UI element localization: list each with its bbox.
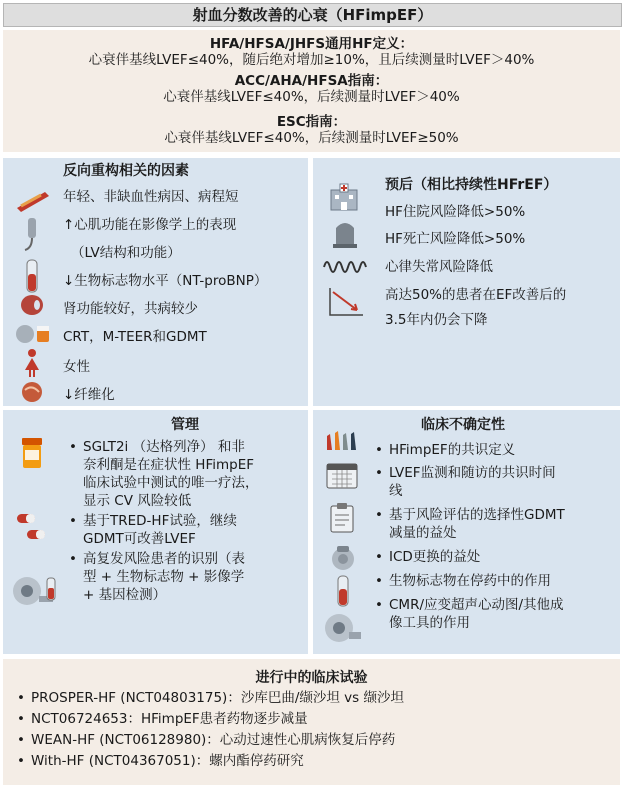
uncertainty-bullet: • 生物标志物在停药中的作用 bbox=[371, 572, 616, 590]
female-icon bbox=[23, 348, 41, 378]
prognosis-item: 3.5年内仍会下降 bbox=[385, 312, 488, 328]
kidney-icon bbox=[17, 292, 47, 318]
prognosis-item: HF死亡风险降低>50% bbox=[385, 231, 526, 247]
factor-item: 年轻、非缺血性病因、病程短 bbox=[63, 189, 239, 205]
mri-scanner-icon bbox=[323, 612, 363, 644]
raised-hands-icon bbox=[323, 428, 363, 452]
blood-tube-icon bbox=[333, 574, 353, 608]
uncertainty-bullet: • 基于风险评估的选择性GDMT 减量的益处 bbox=[371, 506, 616, 542]
management-bullet: • 基于TRED-HF试验，继续 GDMT可改善LVEF bbox=[65, 512, 305, 548]
prognosis-heading: 预后（相比持续性HFrEF） bbox=[385, 177, 558, 193]
uncertainty-bullet: • LVEF监测和随访的共识时间 线 bbox=[371, 464, 616, 500]
trials-heading: 进行中的临床试验 bbox=[255, 670, 368, 686]
prognosis-item: 高达50%的患者在EF改善后的 bbox=[385, 287, 567, 303]
reverse-remodeling-heading: 反向重构相关的因素 bbox=[63, 163, 189, 179]
definition-text: 心衰伴基线LVEF≤40%，随后绝对增加≥10%，且后续测量时LVEF＞40% bbox=[88, 52, 535, 68]
factor-item: ↓生物标志物水平（NT-proBNP） bbox=[63, 273, 268, 289]
reverse-remodeling-panel bbox=[3, 158, 308, 406]
management-bullet: • 高复发风险患者的识别（表 型 + 生物标志物 + 影像学 + 基因检测） bbox=[65, 550, 305, 604]
echo-probe-icon bbox=[19, 216, 45, 252]
factor-item: （LV结构和功能） bbox=[71, 245, 181, 261]
heart-fibrosis-icon bbox=[19, 380, 45, 404]
definition-text: 心衰伴基线LVEF≤40%，后续测量时LVEF≥50% bbox=[164, 130, 459, 146]
factor-item: CRT，M-TEER和GDMT bbox=[63, 329, 207, 345]
trial-item: • WEAN-HF (NCT06128980)：心动过速性心肌病恢复后停药 bbox=[13, 731, 613, 749]
crt-device-icon bbox=[13, 318, 53, 348]
young-person-icon bbox=[15, 186, 51, 214]
uncertainty-panel bbox=[313, 410, 620, 654]
management-heading: 管理 bbox=[171, 417, 199, 433]
hospital-icon bbox=[327, 182, 361, 212]
definition-hfa bbox=[3, 36, 620, 69]
page-title: 射血分数改善的心衰（HFimpEF） bbox=[3, 3, 622, 27]
factor-item: 肾功能较好，共病较少 bbox=[63, 301, 198, 317]
uncertainty-bullet: • HFimpEF的共识定义 bbox=[371, 441, 616, 459]
ongoing-trials-panel bbox=[3, 659, 620, 785]
definition-heading: ESC指南： bbox=[276, 114, 347, 130]
trial-item: • PROSPER-HF (NCT04803175)：沙库巴曲/缬沙坦 vs 缬沙坦 bbox=[13, 689, 613, 707]
arrhythmia-wave-icon bbox=[323, 256, 367, 278]
declining-chart-icon bbox=[327, 286, 365, 318]
prognosis-item: HF住院风险降低>50% bbox=[385, 204, 526, 220]
definition-heading: HFA/HFSA/JHFS通用HF定义： bbox=[209, 36, 414, 52]
capsules-icon bbox=[15, 510, 51, 544]
tombstone-icon bbox=[333, 218, 357, 248]
blood-tube-icon bbox=[21, 258, 43, 296]
management-bullet: • SGLT2i （达格列净） 和非 奈利酮是在症状性 HFimpEF 临床试验中测试的唯一疗法， 显示 CV 风险较低 bbox=[65, 438, 305, 510]
calendar-icon bbox=[325, 460, 359, 490]
prognosis-item: 心律失常风险降低 bbox=[385, 259, 493, 275]
definition-esc bbox=[3, 114, 620, 147]
factor-item: ↑心肌功能在影像学上的表现 bbox=[63, 217, 237, 233]
clipboard-icon bbox=[329, 502, 355, 534]
trial-item: • NCT06724653：HFimpEF患者药物逐步减量 bbox=[13, 710, 613, 728]
definition-acc bbox=[3, 73, 620, 106]
definitions-panel bbox=[3, 30, 620, 152]
definition-text: 心衰伴基线LVEF≤40%，后续测量时LVEF＞40% bbox=[163, 89, 460, 105]
trials-list bbox=[13, 689, 613, 770]
definition-heading: ACC/AHA/HFSA指南： bbox=[234, 73, 389, 89]
uncertainty-heading: 临床不确定性 bbox=[421, 417, 505, 433]
icd-device-icon bbox=[329, 544, 357, 572]
mri-scanner-icon bbox=[11, 574, 57, 608]
uncertainty-bullet: • CMR/应变超声心动图/其他成 像工具的作用 bbox=[371, 596, 616, 632]
trial-item: • With-HF (NCT04367051)：螺内酯停药研究 bbox=[13, 752, 613, 770]
management-panel bbox=[3, 410, 308, 654]
pill-bottle-icon bbox=[19, 436, 45, 470]
uncertainty-bullet: • ICD更换的益处 bbox=[371, 548, 616, 566]
factor-item: ↓纤维化 bbox=[63, 387, 115, 403]
uncertainty-list bbox=[371, 441, 616, 632]
prognosis-panel bbox=[313, 158, 620, 406]
factor-item: 女性 bbox=[63, 359, 90, 375]
management-list bbox=[65, 438, 305, 604]
